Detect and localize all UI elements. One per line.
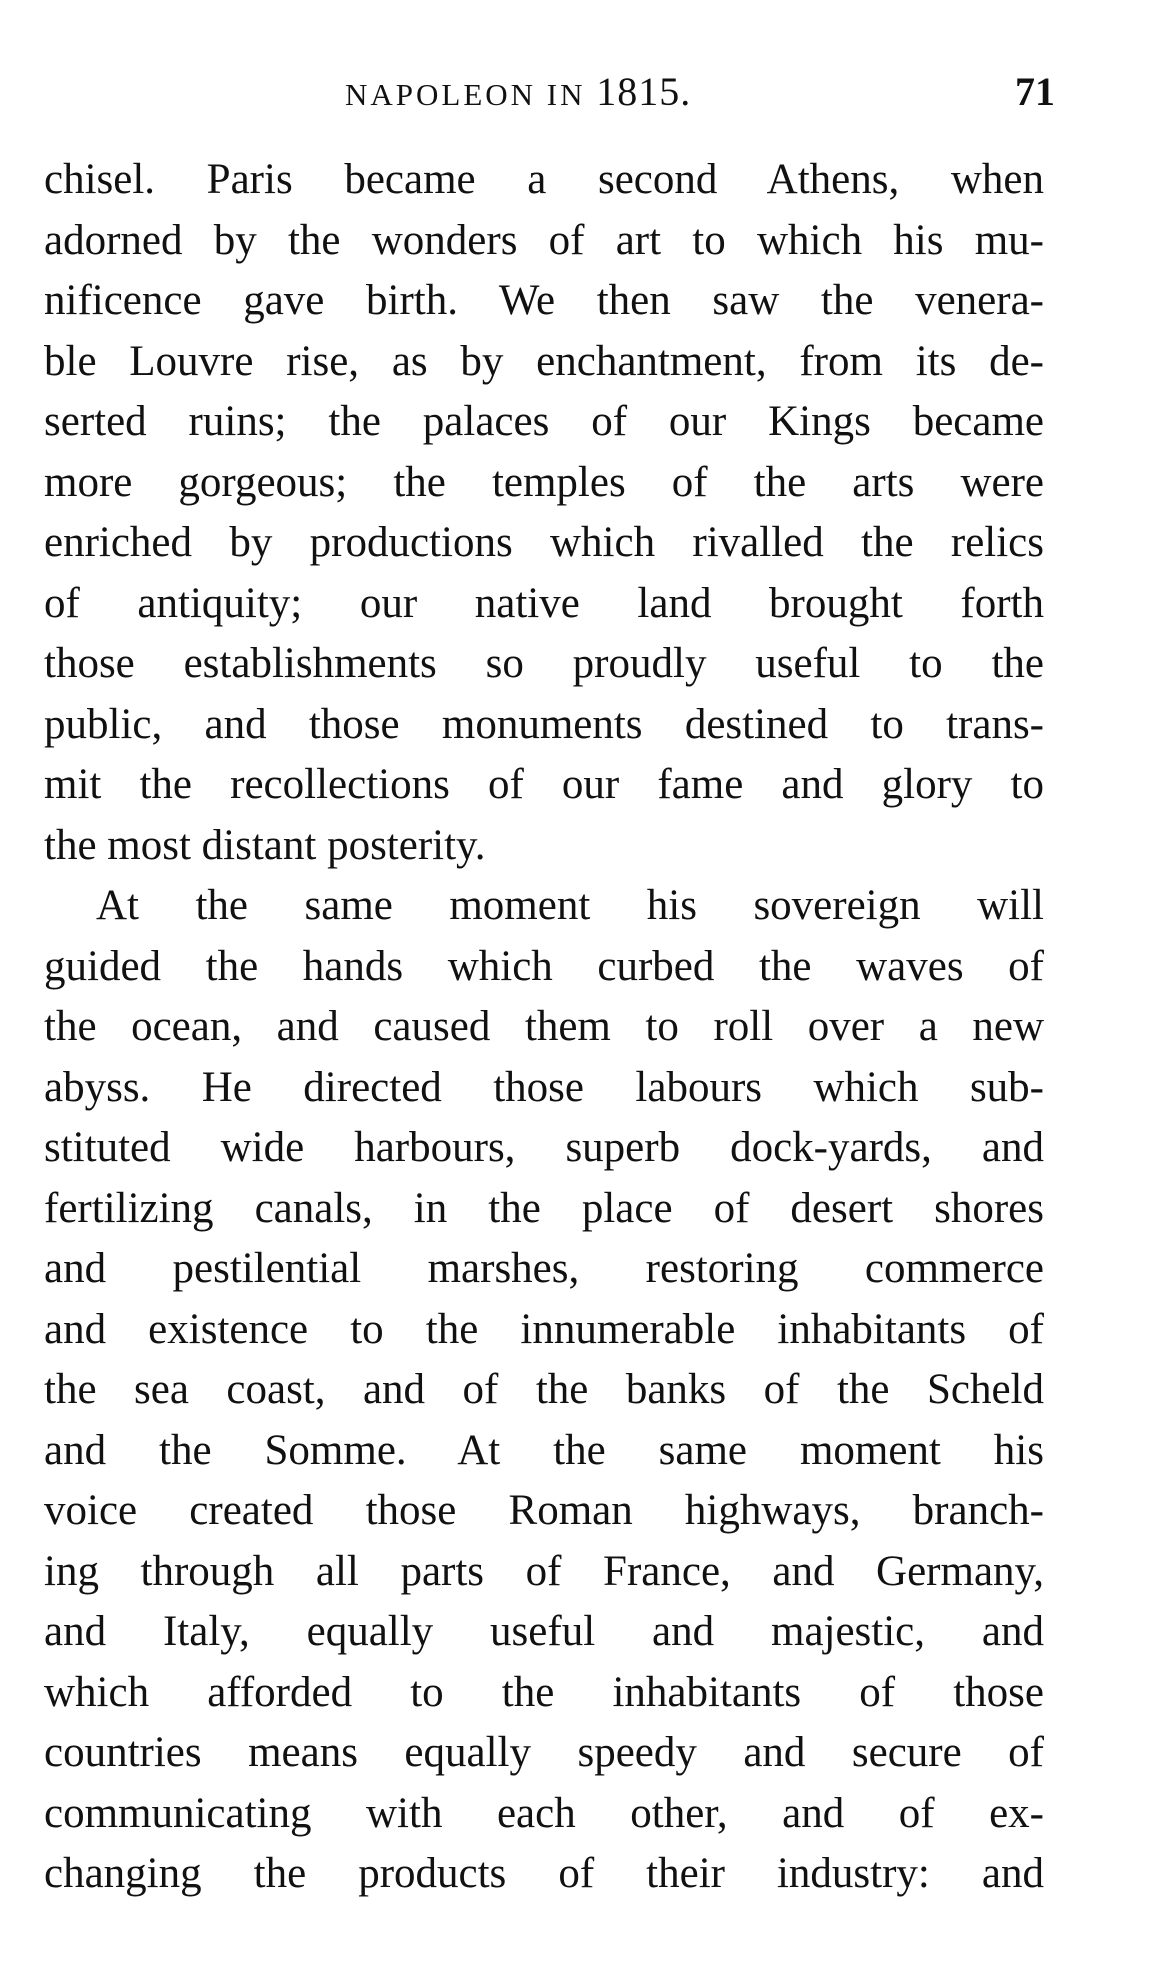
text-line: communicating with each other, and of ex- (44, 1789, 1044, 1837)
text-line: At the same moment his sovereign will (96, 882, 1044, 929)
text-line: adorned by the wonders of art to which his mu- (44, 216, 1044, 264)
body-text (44, 150, 1044, 1905)
text-line: more gorgeous; the temples of the arts were (44, 458, 1044, 506)
text-line: ing through all parts of France, and Germany, (44, 1547, 1044, 1595)
text-line: and Italy, equally useful and majestic, and (44, 1608, 1044, 1655)
text-line: and the Somme. At the same moment his (44, 1426, 1044, 1474)
text-line: nificence gave birth. We then saw the venera- (44, 277, 1044, 324)
text-line: those establishments so proudly useful to the (44, 640, 1044, 687)
running-title (345, 62, 691, 125)
text-line: the sea coast, and of the banks of the Scheld (44, 1366, 1044, 1413)
running-title-year: 1815. (596, 69, 692, 114)
text-line: and pestilential marshes, restoring commerce (44, 1245, 1044, 1292)
text-line: guided the hands which curbed the waves of (44, 942, 1044, 990)
text-line: enriched by productions which rivalled the relics (44, 519, 1044, 566)
text-line: and existence to the innumerable inhabitants of (44, 1305, 1044, 1353)
text-line: fertilizing canals, in the place of desert shores (44, 1184, 1044, 1232)
text-line: mit the recollections of our fame and glory to (44, 761, 1044, 808)
text-line: abyss. He directed those labours which sub- (44, 1063, 1044, 1111)
text-line: serted ruins; the palaces of our Kings became (44, 398, 1044, 445)
text-line: the ocean, and caused them to roll over a new (44, 1003, 1044, 1050)
text-line: public, and those monuments destined to trans- (44, 700, 1044, 748)
text-line: chisel. Paris became a second Athens, when (44, 156, 1044, 203)
running-title-text: NAPOLEON IN (345, 77, 586, 112)
paragraph-1 (44, 150, 1044, 876)
text-line: changing the products of their industry: and (44, 1850, 1044, 1897)
paragraph-2 (44, 876, 1044, 1905)
text-line: countries means equally speedy and secure of (44, 1729, 1044, 1776)
text-line: which afforded to the inhabitants of those (44, 1668, 1044, 1716)
text-line: stituted wide harbours, superb dock-yards, and (44, 1124, 1044, 1171)
text-line: of antiquity; our native land brought forth (44, 579, 1044, 627)
running-head (0, 62, 1155, 122)
page-number: 71 (1015, 69, 1055, 114)
text-line: the most distant posterity. (44, 821, 486, 869)
text-line: voice created those Roman highways, branch- (44, 1487, 1044, 1534)
text-line: ble Louvre rise, as by enchantment, from its de- (44, 337, 1044, 385)
